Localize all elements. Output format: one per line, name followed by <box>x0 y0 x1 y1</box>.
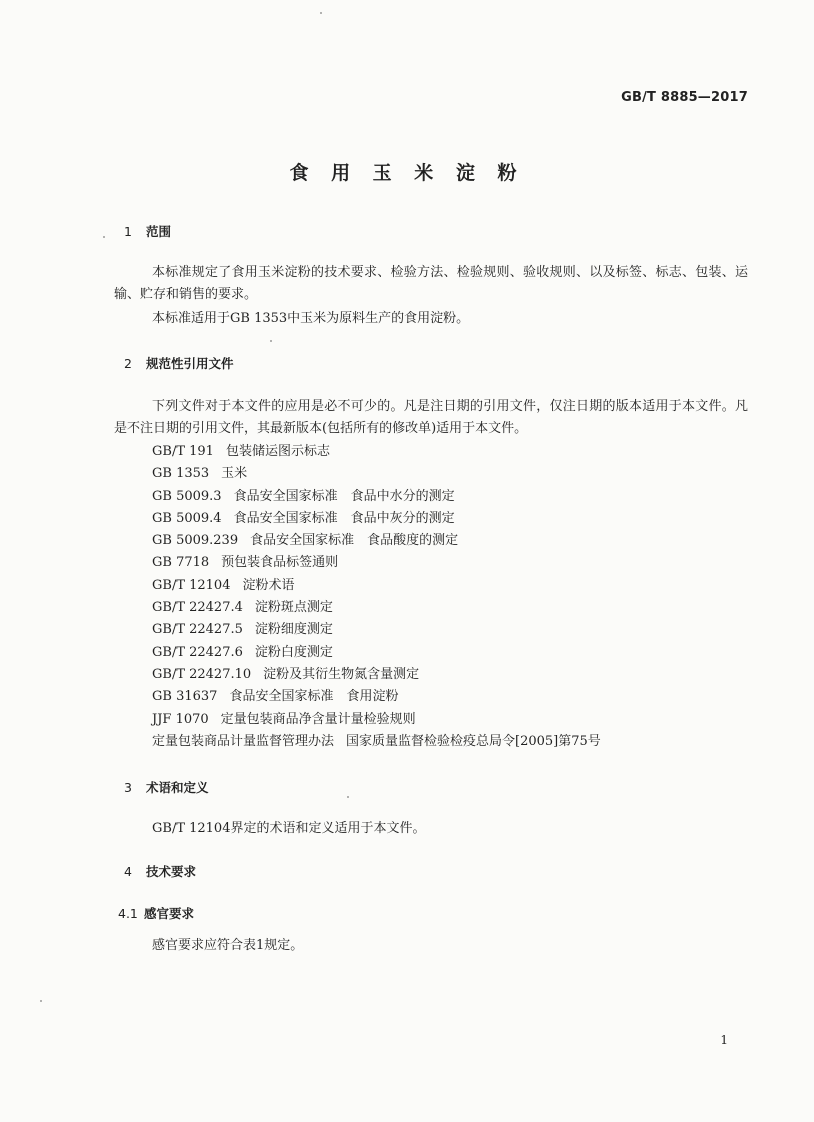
reference-item <box>152 709 601 731</box>
reference-title: 包装储运图示标志 <box>225 444 330 459</box>
section-1-paragraph-1: 本标准规定了食用玉米淀粉的技术要求、检验方法、检验规则、验收规则、以及标签、标志、包装、运输、贮存和销售的要求。 <box>114 265 748 302</box>
reference-code: GB 5009.239 <box>152 533 239 549</box>
reference-item <box>152 686 601 708</box>
reference-item <box>152 664 601 686</box>
reference-code: GB 5009.4 <box>152 510 222 526</box>
scan-speck <box>270 340 272 342</box>
scan-speck <box>347 796 349 798</box>
section-1-paragraph-2: 本标准适用于GB 1353中玉米为原料生产的食用淀粉。 <box>152 311 470 326</box>
scan-speck <box>320 12 322 14</box>
reference-code: GB/T 22427.10 <box>152 666 252 682</box>
section-2-intro: 下列文件对于本文件的应用是必不可少的。凡是注日期的引用文件，仅注日期的版本适用于本文件。凡是不注日期的引用文件，其最新版本(包括所有的修改单)适用于本文件。 <box>114 399 748 436</box>
reference-code: GB/T 22427.4 <box>152 600 243 616</box>
section-3-number: 3 <box>124 780 132 795</box>
reference-title: 食品安全国家标准 食品酸度的测定 <box>250 533 459 549</box>
section-3-paragraph: GB/T 12104界定的术语和定义适用于本文件。 <box>152 821 426 836</box>
reference-code: GB/T 22427.5 <box>152 622 243 638</box>
reference-code: GB 1353 <box>152 466 210 482</box>
document-title: 食 用 玉 米 淀 粉 <box>289 162 525 184</box>
section-4-1-heading <box>118 904 194 922</box>
reference-item <box>152 575 601 597</box>
reference-item <box>152 597 601 619</box>
reference-item <box>152 642 601 664</box>
reference-title: 玉米 <box>221 466 248 482</box>
section-4-title: 技术要求 <box>146 864 197 879</box>
section-1-title: 范围 <box>146 224 172 239</box>
reference-code: GB 7718 <box>152 555 210 571</box>
reference-code: GB/T 22427.6 <box>152 644 243 660</box>
reference-code: GB/T 12104 <box>152 577 231 593</box>
reference-title: 食品安全国家标准 食品中水分的测定 <box>233 488 455 504</box>
reference-title: 淀粉及其衍生物氮含量测定 <box>263 666 420 682</box>
reference-item <box>152 486 601 508</box>
standard-code: GB/T 8885—2017 <box>621 90 748 105</box>
reference-title: 食品安全国家标准 食用淀粉 <box>229 689 399 705</box>
reference-title: 食品安全国家标准 食品中灰分的测定 <box>233 510 455 526</box>
section-4-heading <box>124 862 196 880</box>
reference-item <box>152 441 601 463</box>
reference-code: GB 5009.3 <box>152 488 222 504</box>
page-number: 1 <box>720 1033 728 1047</box>
reference-item <box>152 552 601 574</box>
section-3-heading <box>124 778 209 796</box>
reference-title: 淀粉细度测定 <box>254 622 333 638</box>
section-4-1-title: 感官要求 <box>144 906 195 921</box>
reference-item <box>152 463 601 485</box>
reference-item <box>152 731 601 753</box>
section-1-number: 1 <box>124 224 132 239</box>
section-3-title: 术语和定义 <box>146 780 209 795</box>
reference-code: GB/T 191 <box>152 444 214 459</box>
section-4-number: 4 <box>124 864 132 879</box>
reference-title: 淀粉术语 <box>242 577 295 593</box>
scan-speck <box>103 236 105 238</box>
reference-code: JJF 1070 <box>152 711 209 727</box>
reference-title: 定量包装商品净含量计量检验规则 <box>220 711 416 727</box>
reference-title: 淀粉白度测定 <box>254 644 333 660</box>
reference-code: GB 31637 <box>152 689 218 705</box>
section-4-1-paragraph: 感官要求应符合表1规定。 <box>152 938 304 953</box>
reference-item <box>152 619 601 641</box>
section-1-heading <box>124 222 171 240</box>
section-2-title: 规范性引用文件 <box>146 356 234 371</box>
reference-title: 淀粉斑点测定 <box>254 600 333 616</box>
section-2-heading <box>124 354 234 372</box>
reference-item <box>152 530 601 552</box>
reference-title: 预包装食品标签通则 <box>221 555 339 571</box>
reference-code: 定量包装商品计量监督管理办法 <box>152 733 335 749</box>
reference-item <box>152 508 601 530</box>
reference-title: 国家质量监督检验检疫总局令[2005]第75号 <box>346 733 601 749</box>
reference-list <box>152 441 601 753</box>
scan-speck <box>40 1000 42 1002</box>
section-2-number: 2 <box>124 356 132 371</box>
section-4-1-number: 4.1 <box>118 906 138 921</box>
